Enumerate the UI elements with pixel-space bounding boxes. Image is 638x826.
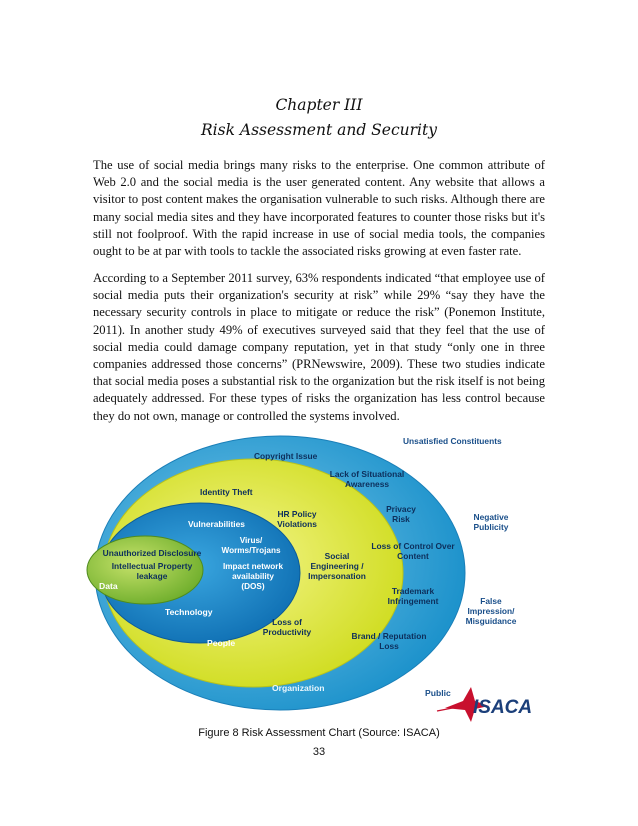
label-hr-2: Violations — [277, 519, 317, 529]
risk-assessment-chart — [85, 425, 555, 725]
label-data: Data — [99, 581, 118, 591]
label-organization: Organization — [272, 683, 325, 693]
label-trademark-1: Trademark — [391, 586, 435, 596]
label-hr-1: HR Policy — [277, 509, 317, 519]
label-unsatisfied: Unsatisfied Constituents — [403, 436, 502, 446]
label-ip-1: Intellectual Property — [111, 561, 193, 571]
label-loss-control-1: Loss of Control Over — [371, 541, 455, 551]
label-productivity-1: Loss of — [272, 617, 302, 627]
label-false-2: Impression/ — [467, 606, 515, 616]
chapter-number: Chapter III — [275, 96, 363, 114]
paragraph-intro: The use of social media brings many risks to the enterprise. One common attribute of Web 2.0 and the social media is the user generated content. Any website that allows a visitor to post content makes the organisation vulnerable to such risks. Although there are many social media sites and they have incorporated features to counter those risks but it's still not foolproof. With the rapid increase in use of social media tools, the companies ought to be at par with tools to tackle the associated risks growing at even faster rate. — [93, 158, 545, 259]
label-negative-2: Publicity — [473, 522, 509, 532]
label-trademark-2: Infringement — [387, 596, 439, 606]
label-unauthorized: Unauthorized Disclosure — [102, 548, 202, 558]
page-number: 33 — [312, 746, 326, 758]
label-negative-1: Negative — [473, 512, 509, 522]
label-identity-theft: Identity Theft — [200, 487, 253, 497]
label-impact-1: Impact network — [222, 562, 284, 571]
label-social-3: Impersonation — [308, 571, 366, 581]
isaca-logo-text: ISACA — [473, 697, 533, 718]
label-technology: Technology — [165, 607, 213, 617]
label-situational-1: Lack of Situational — [329, 469, 405, 479]
label-false-1: False — [480, 596, 502, 606]
label-social-2: Engineering / — [310, 561, 364, 571]
chapter-title: Risk Assessment and Security — [201, 121, 437, 139]
isaca-logo — [437, 687, 532, 722]
label-public: Public — [425, 688, 451, 698]
label-vulnerabilities: Vulnerabilities — [188, 519, 245, 529]
label-impact-2: availability — [232, 572, 274, 581]
label-productivity-2: Productivity — [262, 627, 312, 637]
label-brand-1: Brand / Reputation — [351, 631, 427, 641]
figure-caption: Figure 8 Risk Assessment Chart (Source: ISACA) — [198, 727, 440, 739]
paragraph-survey: According to a September 2011 survey, 63% respondents indicated “that employee use of social media puts their organization's security at risk” while 29% “say they have the necessary security controls in place to mitigate or reduce the risk” (Ponemon Institute, 2011). In another study 49% of executives surveyed said that they feel that the use of social media could damage company reputation, yet in that study “only one in three companies addressed those concerns” (PRNewswire, 2009). These two studies indicate that social media poses a substantial risk to the organization but the risk itself is not being adequately addressed. For these types of risks the organization has less control because they do not own, manage or controlled the systems involved. — [93, 271, 545, 423]
label-social-1: Social — [324, 551, 350, 561]
label-virus-2: Worms/Trojans — [221, 546, 281, 555]
label-virus-1: Virus/ — [239, 536, 263, 545]
label-false-3: Misguidance — [465, 616, 517, 626]
label-situational-2: Awareness — [344, 479, 390, 489]
label-privacy-1: Privacy — [386, 504, 416, 514]
label-impact-3: (DOS) — [241, 582, 265, 591]
label-ip-2: leakage — [136, 571, 168, 581]
label-brand-2: Loss — [379, 641, 399, 651]
label-copyright: Copyright Issue — [254, 451, 318, 461]
label-privacy-2: Risk — [392, 514, 410, 524]
label-loss-control-2: Content — [397, 551, 429, 561]
label-people: People — [207, 638, 236, 648]
